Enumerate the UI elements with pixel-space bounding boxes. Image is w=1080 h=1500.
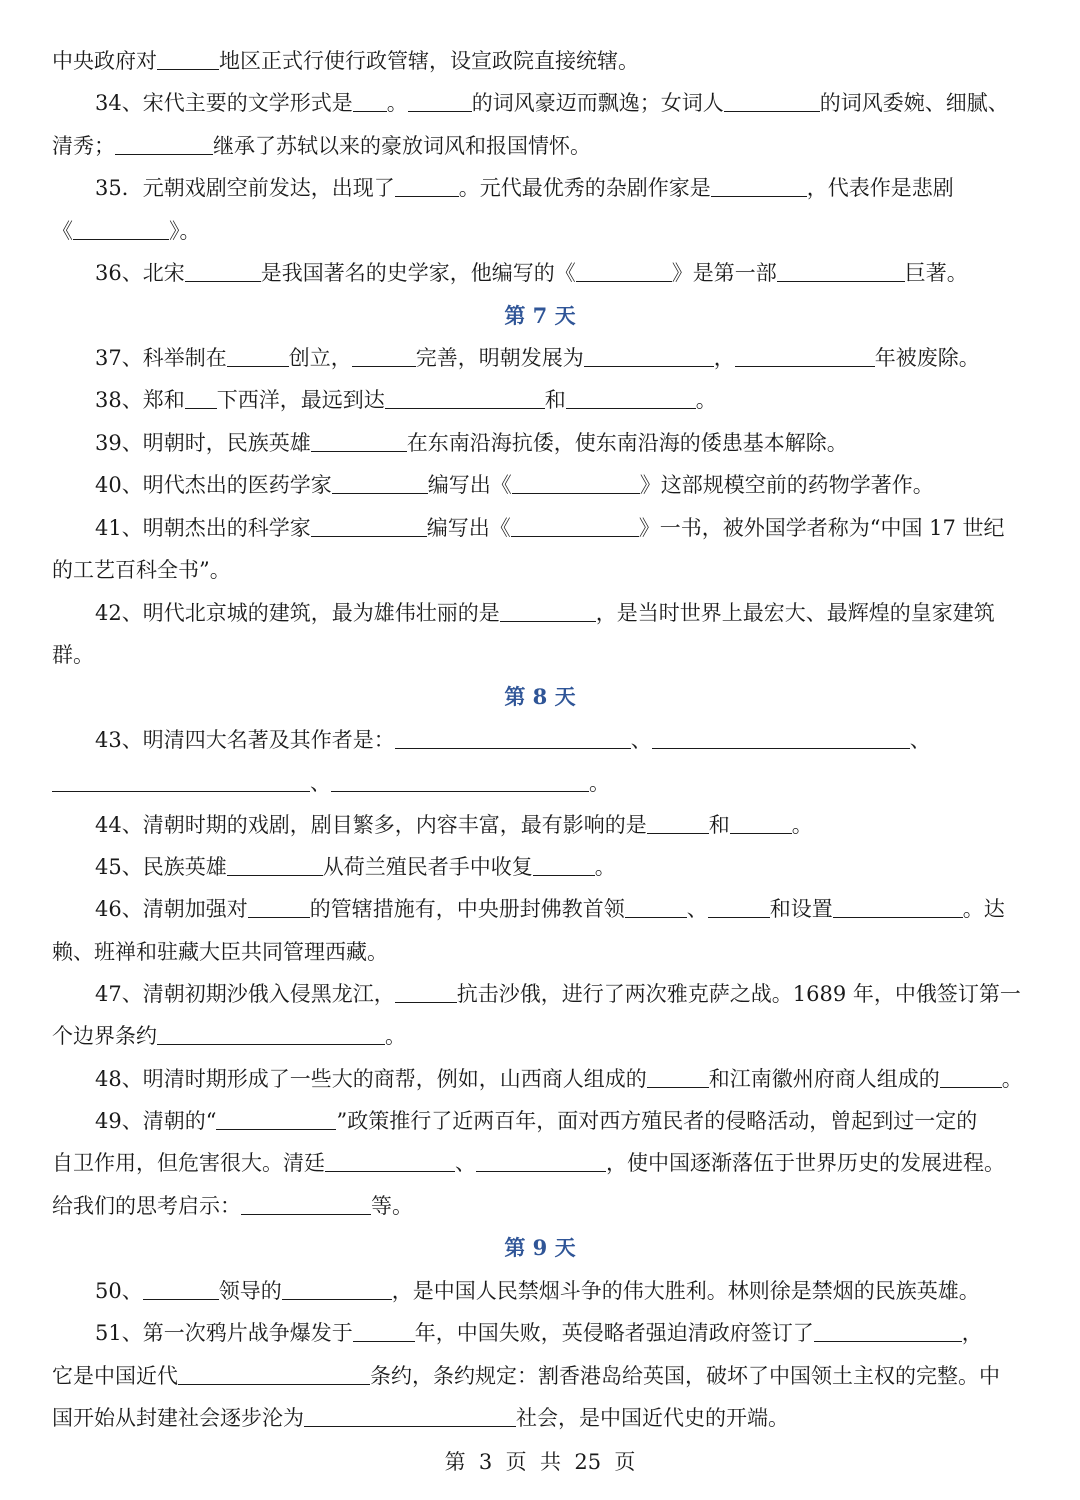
line-text: 37、科举制在	[95, 346, 227, 370]
answer-blank	[73, 238, 169, 240]
line-text: 43、明清四大名著及其作者是：	[95, 728, 395, 752]
answer-blank	[647, 1086, 709, 1088]
line-text: 45、民族英雄	[95, 855, 227, 879]
answer-blank	[241, 1213, 371, 1215]
line-text: 清秀；	[52, 134, 115, 158]
line-text: 。元代最优秀的杂剧作家是	[458, 176, 711, 200]
line-text: ，是中国人民禁烟斗争的伟大胜利。林则徐是禁烟的民族英雄。	[391, 1279, 980, 1303]
text-line	[95, 1058, 1028, 1100]
line-text: 它是中国近代	[52, 1364, 178, 1388]
line-text: 的词风委婉、细腻、	[819, 91, 1009, 115]
line-text: 。	[1001, 1067, 1023, 1091]
text-line	[95, 592, 1028, 634]
answer-blank	[115, 153, 213, 155]
line-text: 36、北宋	[95, 261, 185, 285]
answer-blank	[730, 832, 792, 834]
line-text: 》是第一部	[671, 261, 777, 285]
line-text: 从荷兰殖民者手中收复	[322, 855, 533, 879]
line-text: 在东南沿海抗倭，使东南沿海的倭患基本解除。	[406, 431, 848, 455]
line-text: 和	[544, 388, 566, 412]
answer-blank	[216, 1128, 336, 1130]
answer-blank	[833, 916, 963, 918]
line-text: 47、清朝初期沙俄入侵黑龙江，	[95, 982, 395, 1006]
line-text: ，	[961, 1321, 983, 1345]
answer-blank	[143, 1298, 219, 1300]
line-text: 41、明朝杰出的科学家	[95, 516, 311, 540]
answer-blank	[157, 68, 219, 70]
text-line	[52, 1355, 1028, 1397]
line-text: 、	[630, 728, 652, 752]
text-line	[95, 804, 1028, 846]
text-line	[95, 719, 1028, 761]
line-text: 》这部规模空前的药物学著作。	[639, 473, 934, 497]
line-text: 条约，条约规定：割香港岛给英国，破坏了中国领土主权的完整。中	[370, 1364, 1000, 1388]
line-text: 46、清朝加强对	[95, 897, 248, 921]
text-line	[52, 931, 1028, 973]
line-text: 》一书，被外国学者称为“中国 17 世纪	[638, 516, 1005, 540]
line-text: 群。	[52, 643, 94, 667]
answer-blank	[652, 747, 910, 749]
answer-blank	[566, 407, 696, 409]
text-line	[95, 337, 1028, 379]
line-text: 社会，是中国近代史的开端。	[516, 1406, 789, 1430]
line-text: 巨著。	[904, 261, 968, 285]
line-text: 和	[708, 813, 730, 837]
line-text: 。	[791, 813, 813, 837]
answer-blank	[476, 1170, 606, 1172]
answer-blank	[395, 1001, 457, 1003]
text-line	[95, 1270, 1028, 1312]
line-text: 中央政府对	[52, 49, 157, 73]
line-text: 。达	[962, 897, 1005, 921]
text-line	[52, 762, 1028, 804]
answer-blank	[408, 110, 472, 112]
answer-blank	[332, 492, 428, 494]
line-text: 48、明清时期形成了一些大的商帮，例如，山西商人组成的	[95, 1067, 647, 1091]
text-line	[52, 210, 1028, 252]
line-text: 自卫作用，但危害很大。清廷	[52, 1151, 325, 1175]
answer-blank	[711, 195, 807, 197]
answer-blank	[533, 874, 595, 876]
line-text: 、	[909, 728, 931, 752]
text-line	[52, 1185, 1028, 1227]
text-line	[95, 167, 1028, 209]
line-text: 。	[386, 91, 408, 115]
text-line	[95, 82, 1028, 124]
line-text: ，是当时世界上最宏大、最辉煌的皇家建筑	[595, 601, 995, 625]
line-text: 年，中国失败，英侵略者强迫清政府签订了	[414, 1321, 814, 1345]
text-line	[95, 888, 1028, 930]
line-text: 创立，	[288, 346, 352, 370]
line-text: 39、明朝时，民族英雄	[95, 431, 311, 455]
answer-blank	[325, 1170, 455, 1172]
line-text: 给我们的思考启示：	[52, 1194, 241, 1218]
answer-blank	[311, 535, 427, 537]
page-footer: 第 3 页 共 25 页	[444, 1450, 636, 1474]
line-text: 和江南徽州府商人组成的	[708, 1067, 940, 1091]
text-line	[95, 973, 1028, 1015]
answer-blank	[52, 790, 310, 792]
line-text: 。	[695, 388, 717, 412]
line-text: 下西洋，最远到达	[216, 388, 385, 412]
text-line	[95, 422, 1028, 464]
answer-blank	[395, 747, 631, 749]
line-text: 的词风豪迈而飘逸；女词人	[471, 91, 724, 115]
line-text: 42、明代北京城的建筑，最为雄伟壮丽的是	[95, 601, 500, 625]
line-text: 继承了苏轼以来的豪放词风和报国情怀。	[213, 134, 591, 158]
line-text: 《	[52, 219, 73, 243]
answer-blank	[814, 1340, 962, 1342]
line-text: 编写出《	[426, 516, 511, 540]
text-line	[95, 1312, 1028, 1354]
line-text: 的管辖措施有，中央册封佛教首领	[309, 897, 625, 921]
answer-blank	[353, 110, 387, 112]
line-text: 49、清朝的“	[95, 1109, 217, 1133]
line-text: 、	[686, 897, 708, 921]
text-line	[95, 1100, 1028, 1142]
line-text: 44、清朝时期的戏剧，剧目繁多，内容丰富，最有影响的是	[95, 813, 647, 837]
line-text: 领导的	[218, 1279, 282, 1303]
text-line	[95, 252, 1028, 294]
answer-blank	[185, 280, 261, 282]
answer-blank	[512, 492, 640, 494]
line-text: 赖、班禅和驻藏大臣共同管理西藏。	[52, 940, 388, 964]
line-text: 34、宋代主要的文学形式是	[95, 91, 353, 115]
text-line	[52, 1015, 1028, 1057]
text-line	[52, 549, 1028, 591]
line-text: 国开始从封建社会逐步沦为	[52, 1406, 304, 1430]
line-text: 年被废除。	[874, 346, 980, 370]
answer-blank	[584, 365, 714, 367]
line-text: 40、明代杰出的医药学家	[95, 473, 332, 497]
text-line	[95, 846, 1028, 888]
line-text: 、	[455, 1151, 476, 1175]
text-line	[95, 379, 1028, 421]
answer-blank	[282, 1298, 392, 1300]
answer-blank	[647, 832, 709, 834]
line-text: 、	[310, 771, 331, 795]
answer-blank	[311, 450, 407, 452]
answer-blank	[185, 407, 217, 409]
text-line	[95, 464, 1028, 506]
text-line	[52, 634, 1028, 676]
line-text: 。	[385, 1024, 406, 1048]
text-line	[95, 507, 1028, 549]
answer-blank	[708, 916, 770, 918]
answer-blank	[331, 790, 589, 792]
answer-blank	[777, 280, 905, 282]
text-line	[52, 40, 1028, 82]
line-text: 是我国著名的史学家，他编写的《	[260, 261, 576, 285]
answer-blank	[385, 407, 545, 409]
line-text: ，代表作是悲剧	[806, 176, 954, 200]
line-text: 38、郑和	[95, 388, 185, 412]
line-text: 完善，明朝发展为	[415, 346, 584, 370]
answer-blank	[227, 874, 323, 876]
line-text: 个边界条约	[52, 1024, 157, 1048]
answer-blank	[735, 365, 875, 367]
line-text: 等。	[371, 1194, 413, 1218]
line-text: 编写出《	[427, 473, 512, 497]
answer-blank	[227, 365, 289, 367]
answer-blank	[395, 195, 459, 197]
line-text: 的工艺百科全书”。	[52, 558, 231, 582]
answer-blank	[625, 916, 687, 918]
line-text: 和设置	[769, 897, 833, 921]
answer-blank	[940, 1086, 1002, 1088]
line-text: 35．元朝戏剧空前发达，出现了	[95, 176, 395, 200]
answer-blank	[511, 535, 639, 537]
answer-blank	[352, 365, 416, 367]
day-heading-9: 第 9 天	[504, 1235, 576, 1260]
line-text: ”政策推行了近两百年，面对西方殖民者的侵略活动，曾起到过一定的	[336, 1109, 978, 1133]
line-text: ，使中国逐渐落伍于世界历史的发展进程。	[606, 1151, 1005, 1175]
text-line	[52, 1142, 1028, 1184]
answer-blank	[500, 620, 596, 622]
answer-blank	[248, 916, 310, 918]
line-text: 地区正式行使行政管辖，设宣政院直接统辖。	[219, 49, 639, 73]
line-text: 。	[594, 855, 616, 879]
line-text: 抗击沙俄，进行了两次雅克萨之战。1689 年，中俄签订第一	[456, 982, 1021, 1006]
line-text: 》。	[169, 219, 201, 243]
line-text: 51、第一次鸦片战争爆发于	[95, 1321, 353, 1345]
line-text: 。	[589, 771, 610, 795]
day-heading-7: 第 7 天	[504, 303, 576, 328]
answer-blank	[178, 1383, 370, 1385]
answer-blank	[576, 280, 672, 282]
day-heading-8: 第 8 天	[504, 684, 576, 709]
text-line	[52, 125, 1028, 167]
answer-blank	[724, 110, 820, 112]
answer-blank	[157, 1043, 385, 1045]
text-line	[52, 1397, 1028, 1439]
answer-blank	[304, 1425, 516, 1427]
answer-blank	[353, 1340, 415, 1342]
line-text: ，	[713, 346, 735, 370]
line-text: 50、	[95, 1279, 143, 1303]
